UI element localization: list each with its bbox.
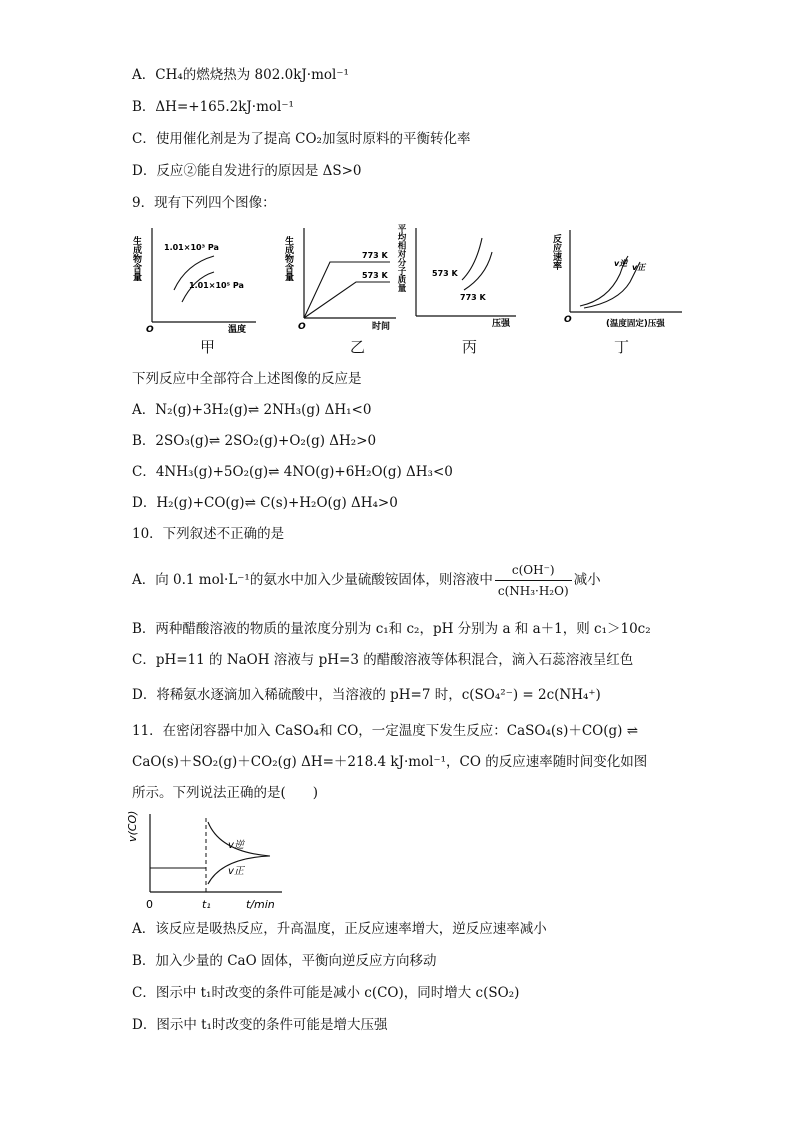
curve-1-label: 573 K	[432, 269, 458, 278]
curve-573k	[304, 282, 390, 318]
caption-jia: 甲	[200, 338, 216, 356]
lower-curve-label: v正	[228, 866, 244, 877]
q9-option-a: A．N₂(g)+3H₂(g)⇌ 2NH₃(g) ΔH₁<0	[132, 402, 372, 418]
q9-option-c: C．4NH₃(g)+5O₂(g)⇌ 4NO(g)+6H₂O(g) ΔH₃<0	[132, 464, 453, 480]
q9-question: 下列反应中全部符合上述图像的反应是	[132, 371, 362, 387]
x-label: 时间	[372, 322, 391, 332]
q8-option-d: D．反应②能自发进行的原因是 ΔS>0	[132, 163, 362, 179]
curve-2-label: 1.01×10⁵ Pa	[189, 281, 244, 290]
origin-label: O	[298, 322, 306, 332]
x-label: (温度固定)压强	[606, 319, 665, 329]
q11-option-a: A．该反应是吸热反应，升高温度，正反应速率增大，逆反应速率减小	[132, 921, 547, 937]
curve-573k	[462, 238, 482, 280]
origin-label: 0	[146, 898, 153, 911]
chart-jia	[131, 222, 264, 335]
curve-2-label: 573 K	[362, 271, 388, 280]
q10-option-c: C．pH=11 的 NaOH 溶液与 pH=3 的醋酸溶液等体积混合，滴入石蕊溶液呈红色	[132, 652, 634, 668]
curve-2-label: 773 K	[460, 293, 486, 302]
curve-1-label: 1.01×10³ Pa	[164, 243, 219, 252]
y-label: 生成物含量	[283, 236, 293, 281]
chart-q11	[126, 808, 290, 914]
q11-line-3: 所示。下列说法正确的是( )	[132, 785, 319, 801]
caption-ding: 丁	[614, 338, 630, 356]
q9-stem: 9．现有下列四个图像：	[132, 195, 276, 211]
q11-line-1: 11．在密闭容器中加入 CaSO₄和 CO，一定温度下发生反应：CaSO₄(s)＋CO(g) ⇌	[132, 723, 639, 739]
x-label: t/min	[246, 898, 275, 911]
caption-bing: 丙	[462, 338, 478, 356]
q8-option-c: C．使用催化剂是为了提高 CO₂加氢时原料的平衡转化率	[132, 131, 471, 147]
y-label: 生成物含量	[131, 236, 141, 281]
q11-option-b: B．加入少量的 CaO 固体，平衡向逆反应方向移动	[132, 953, 437, 969]
chart-yi	[283, 222, 400, 334]
q10-option-a: A．向 0.1 mol·L⁻¹的氨水中加入少量硫酸铵固体，则溶液中 $\frac{c(OH^-)}{\text{c(NH₃·H₂O)}}$ 减小	[132, 560, 601, 601]
curve-1-label: 773 K	[362, 251, 388, 260]
q10-stem: 10．下列叙述不正确的是	[132, 526, 285, 542]
x-label: 压强	[492, 319, 511, 329]
curve-1-label: v逆	[614, 259, 628, 268]
y-label: 平均相对分子质量	[396, 224, 406, 292]
q10-option-d: D．将稀氨水逐滴加入稀硫酸中，当溶液的 pH=7 时，c(SO₄²⁻) = 2c(NH₄⁺)	[132, 687, 601, 703]
origin-label: O	[564, 315, 572, 325]
q11-line-2: CaO(s)＋SO₂(g)＋CO₂(g) ΔH=＋218.4 kJ·mol⁻¹，CO 的反应速率随时间变化如图	[132, 754, 648, 770]
x-label: 温度	[228, 325, 247, 335]
q10-option-b: B．两种醋酸溶液的物质的量浓度分别为 c₁和 c₂，pH 分别为 a 和 a＋1，则 c₁＞10c₂	[132, 621, 651, 637]
q9-option-b: B．2SO₃(g)⇌ 2SO₂(g)+O₂(g) ΔH₂>0	[132, 433, 377, 449]
curve-773k	[464, 252, 492, 290]
upper-curve-label: v逆	[228, 840, 244, 851]
q8-option-a: A．CH₄的燃烧热为 802.0kJ·mol⁻¹	[132, 67, 349, 83]
q11-option-d: D．图示中 t₁时改变的条件可能是增大压强	[132, 1017, 388, 1033]
q9-option-d: D．H₂(g)+CO(g)⇌ C(s)+H₂O(g) ΔH₄>0	[132, 495, 398, 511]
fraction: $\frac{c(OH^-)}{\text{c(NH₃·H₂O)}}$	[495, 560, 572, 601]
origin-label: O	[146, 325, 154, 335]
y-label: v(CO)	[126, 810, 139, 842]
y-label: 反应速率	[551, 234, 561, 270]
caption-yi: 乙	[350, 338, 366, 356]
curve-2-label: v正	[632, 263, 646, 272]
t1-label: t₁	[202, 898, 211, 911]
chart-bing	[396, 218, 520, 334]
q11-option-c: C．图示中 t₁时改变的条件可能是减小 c(CO)，同时增大 c(SO₂)	[132, 985, 520, 1001]
chart-ding	[551, 222, 686, 334]
q8-option-b: B．ΔH=+165.2kJ·mol⁻¹	[132, 99, 294, 115]
